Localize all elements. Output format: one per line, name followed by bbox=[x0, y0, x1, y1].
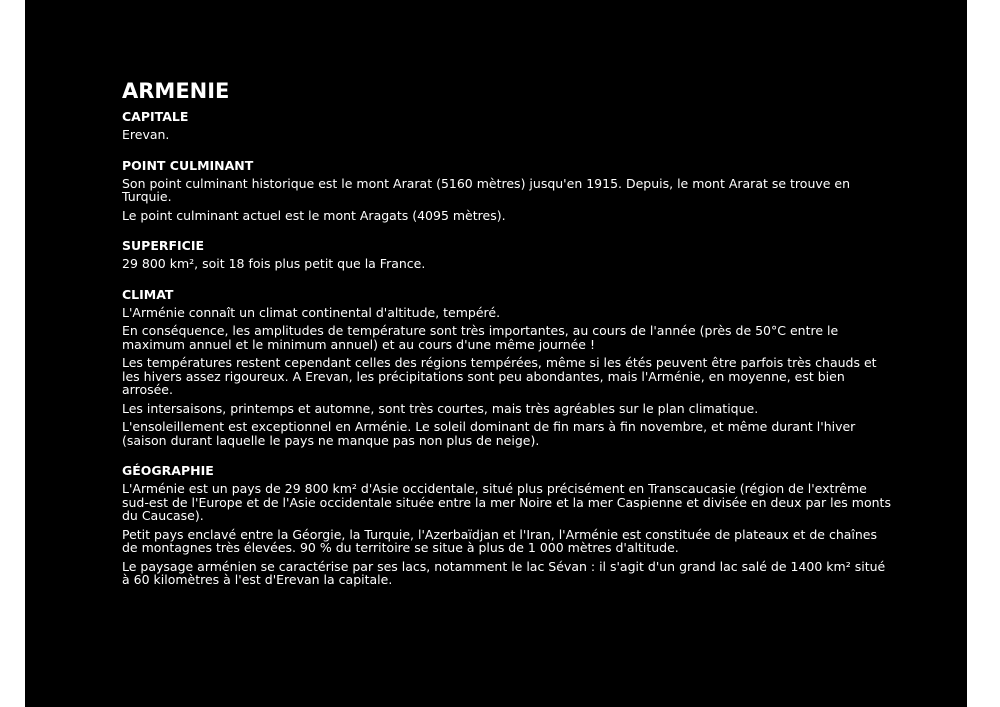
section-paragraph: L'Arménie est un pays de 29 800 km² d'Asie occidentale, situé plus précisément en Transcaucasie (région de l'extrême sud-est de l'Europe et de l'Asie occidentale située entre la mer Noire et la mer Caspienne et divisée en deux par les monts du Caucase). bbox=[122, 481, 891, 523]
section-paragraph: L'Arménie connaît un climat continental d'altitude, tempéré. bbox=[122, 304, 501, 320]
section-paragraph: Les températures restent cependant celles des régions tempérées, même si les étés peuvent être parfois très chauds et les hivers assez rigoureux. A Erevan, les précipitations sont peu abondantes, mais l'Arménie, en moyenne, est bien arrosée. bbox=[122, 355, 877, 397]
document-title: ARMENIE bbox=[122, 79, 230, 103]
section-capitale bbox=[122, 108, 892, 142]
document-page bbox=[25, 0, 967, 707]
section-paragraph: L'ensoleillement est exceptionnel en Arménie. Le soleil dominant de fin mars à fin novembre, et même durant l'hiver (saison durant laquelle le pays ne manque pas non plus de neige). bbox=[122, 419, 856, 448]
section-paragraph: En conséquence, les amplitudes de température sont très importantes, au cours de l'année (près de 50°C entre le maximum annuel et le minimum annuel) et au cours d'une même journée ! bbox=[122, 323, 839, 352]
section-heading: GÉOGRAPHIE bbox=[122, 463, 214, 478]
section-paragraph: Les intersaisons, printemps et automne, sont très courtes, mais très agréables sur le plan climatique. bbox=[122, 400, 759, 416]
section-paragraph: Erevan. bbox=[122, 127, 170, 142]
section-point-culminant bbox=[122, 157, 892, 223]
section-paragraph: Petit pays enclavé entre la Géorgie, la Turquie, l'Azerbaïdjan et l'Iran, l'Arménie est constituée de plateaux et de chaînes de montagnes très élevées. 90 % du territoire se situe à plus de 1 000 mètres d'altitude. bbox=[122, 526, 878, 555]
section-superficie bbox=[122, 237, 892, 271]
section-heading: CLIMAT bbox=[122, 286, 174, 302]
section-heading: SUPERFICIE bbox=[122, 238, 205, 253]
section-geographie bbox=[122, 462, 892, 587]
section-paragraph: Le point culminant actuel est le mont Aragats (4095 mètres). bbox=[122, 207, 506, 223]
section-climat bbox=[122, 286, 892, 448]
section-heading: POINT CULMINANT bbox=[122, 157, 254, 173]
document-content bbox=[122, 78, 892, 602]
section-paragraph: 29 800 km², soit 18 fois plus petit que la France. bbox=[122, 256, 426, 271]
section-paragraph: Le paysage arménien se caractérise par ses lacs, notamment le lac Sévan : il s'agit d'un grand lac salé de 1400 km² situé à 60 kilomètres à l'est d'Erevan la capitale. bbox=[122, 558, 886, 587]
section-paragraph: Son point culminant historique est le mont Ararat (5160 mètres) jusqu'en 1915. Depuis, le mont Ararat se trouve en Turquie. bbox=[122, 175, 851, 204]
section-heading: CAPITALE bbox=[122, 109, 189, 124]
